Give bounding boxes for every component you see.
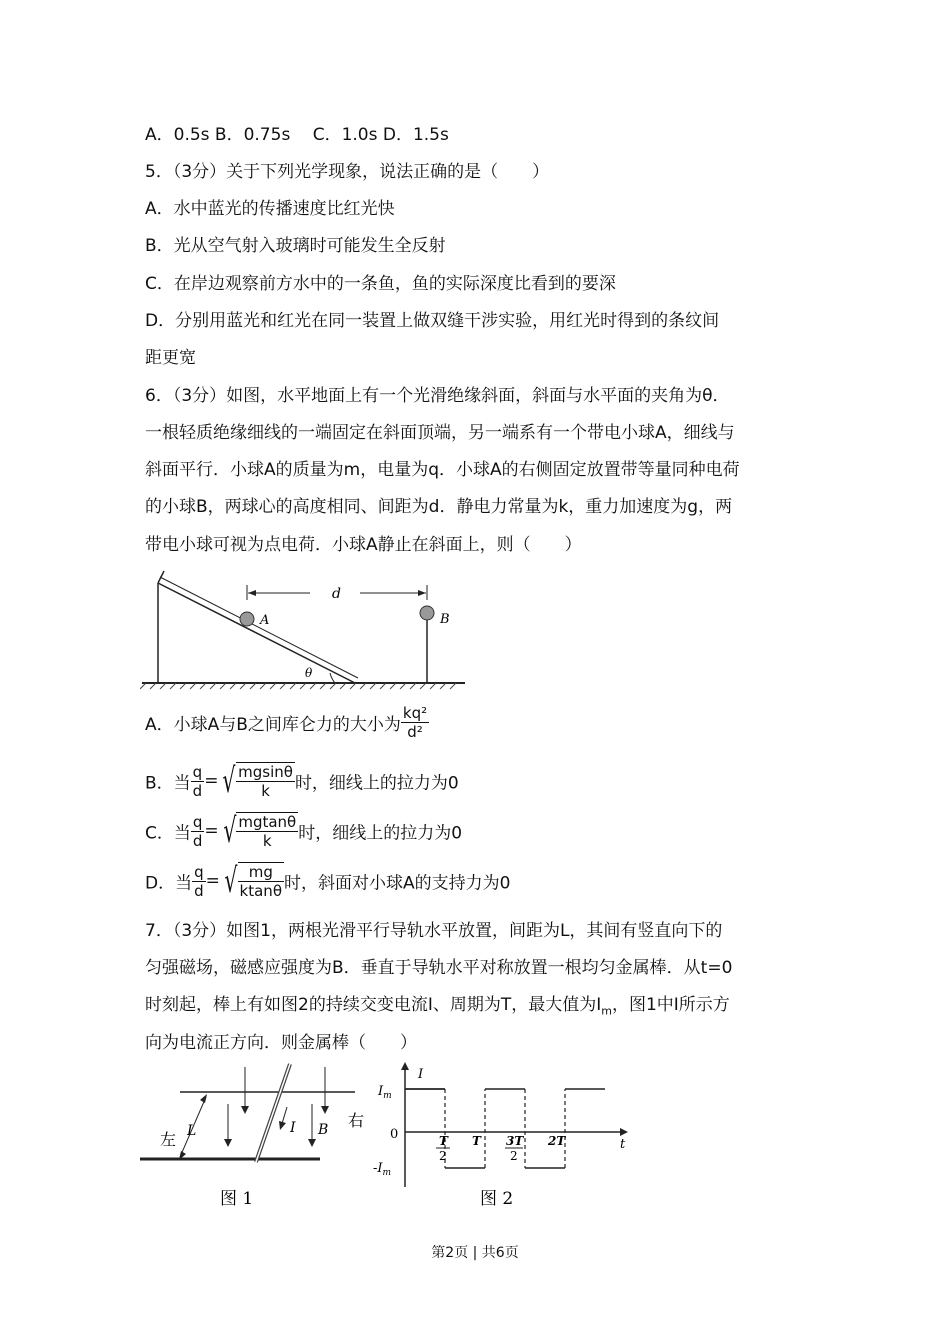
svg-text:3T: 3T (506, 1134, 524, 1148)
incline-slope (158, 583, 355, 683)
label-ball-b: B (440, 612, 450, 627)
label-B: B (318, 1122, 329, 1138)
question-7-stem: 向为电流正方向．则金属棒（ ） (145, 1033, 417, 1053)
question-7-stem: 7．（3分）如图1，两根光滑平行导轨水平放置，间距为L，其间有竖直向下的 (145, 921, 723, 941)
frac-num: kq² (402, 704, 428, 722)
svg-text:T: T (439, 1134, 448, 1148)
q5-option-a: A．水中蓝光的传播速度比红光快 (145, 199, 395, 219)
q5-option-c: C．在岸边观察前方水中的一条鱼，鱼的实际深度比看到的要深 (145, 274, 616, 294)
q5-option-b: B．光从空气射入玻璃时可能发生全反射 (145, 236, 446, 256)
page-footer: 第2页 | 共6页 (431, 1245, 519, 1261)
ball-b (420, 606, 434, 620)
question-6-stem: 6．（3分）如图，水平地面上有一个光滑绝缘斜面，斜面与水平面的夹角为θ． (145, 386, 730, 406)
q6-option-a: A．小球A与B之间库仑力的大小为 $\frac{\text{kq²}}{\text{d²}}$ (145, 704, 428, 741)
q6-figure (140, 565, 470, 690)
svg-text:2T: 2T (548, 1134, 566, 1148)
question-5-stem: 5．（3分）关于下列光学现象，说法正确的是（ ） (145, 162, 550, 182)
question-6-stem: 斜面平行．小球A的质量为m，电量为q．小球A的右侧固定放置带等量同种电荷 (145, 460, 740, 480)
label-I: I (290, 1120, 296, 1136)
q7-figure-2 (370, 1062, 640, 1212)
q6-option-c: C．当 $\frac{q}{d}$ = √ $\frac{mgtan\theta}{k}$ 时，细线上的拉力为0 (145, 811, 463, 851)
label-left: 左 (160, 1130, 177, 1149)
label-neg-im: $-I_m$ (373, 1161, 392, 1178)
q6-option-b: B．当 $\frac{q}{d}$ = √ $\frac{mgsin\theta}{k}$ 时，细线上的拉力为0 (145, 761, 459, 801)
label-ball-a: A (260, 613, 270, 628)
question-7-stem: 时刻起，棒上有如图2的持续交变电流I、周期为T，最大值为$I_m$，图1中I所示方 (145, 995, 730, 1018)
figure-2-caption: 图 2 (480, 1189, 514, 1209)
label-theta: θ (305, 666, 313, 680)
current-wave-path (405, 1089, 605, 1168)
q6-option-d: D．当 $\frac{q}{d}$ = √ $\frac{mg}{ktan\theta}$ 时，斜面对小球A的支持力为0 (145, 861, 511, 901)
label-L: L (187, 1123, 197, 1139)
figure-1-caption: 图 1 (220, 1189, 254, 1209)
label-im: $I_m$ (378, 1084, 392, 1101)
label-d: d (332, 586, 341, 602)
svg-text:0: 0 (390, 1127, 399, 1142)
svg-text:T: T (472, 1134, 481, 1148)
question-6-stem: 一根轻质绝缘细线的一端固定在斜面顶端，另一端系有一个带电小球A，细线与 (145, 423, 735, 443)
question-6-stem: 的小球B，两球心的高度相同、间距为d．静电力常量为k，重力加速度为g，两 (145, 497, 733, 517)
ball-a (240, 612, 254, 626)
line-q4-options: A．0.5s B．0.75s C．1.0s D．1.5s (145, 125, 449, 145)
svg-text:2: 2 (510, 1149, 518, 1163)
question-6-stem: 带电小球可视为点电荷．小球A静止在斜面上，则（ ） (145, 535, 582, 555)
q7-figure-1 (140, 1062, 380, 1212)
label-right: 右 (348, 1111, 365, 1130)
q5-option-d-cont: 距更宽 (145, 348, 196, 368)
svg-text:2: 2 (439, 1149, 447, 1163)
q5-option-d: D．分别用蓝光和红光在同一装置上做双缝干涉实验，用红光时得到的条纹间 (145, 311, 720, 331)
svg-text:I: I (418, 1067, 424, 1082)
frac-den: d² (407, 723, 423, 741)
svg-text:t: t (620, 1137, 626, 1152)
question-7-stem: 匀强磁场，磁感应强度为B．垂直于导轨水平对称放置一根均匀金属棒．从t=0 (145, 958, 733, 978)
